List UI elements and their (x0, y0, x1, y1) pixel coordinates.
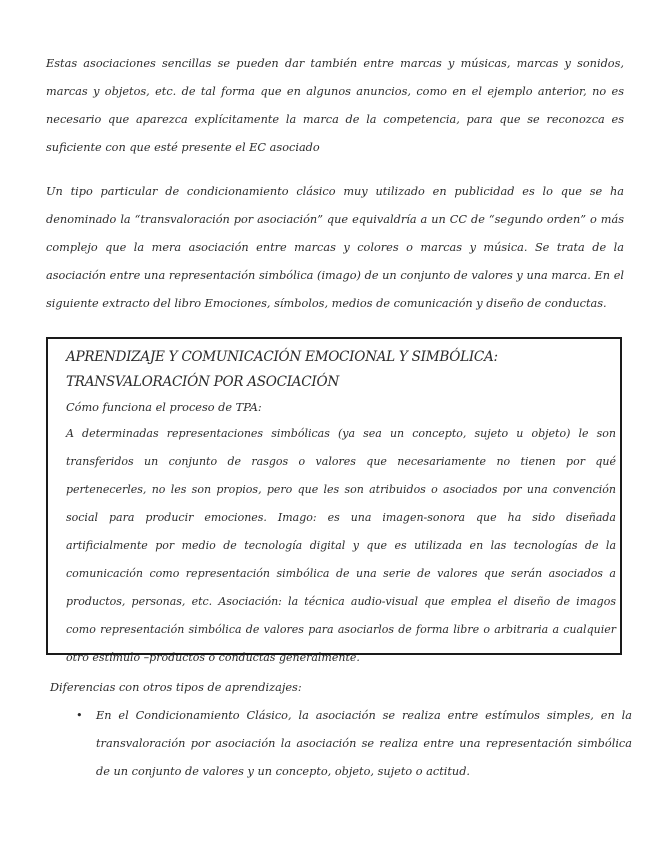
transvaloracion-paragraph: Un tipo particular de condicionamiento clásico muy utilizado en publicidad es lo que se ha denominado la “transvaloración por asociación” que equivaldría a un CC de “segundo orden” o más complejo que la mera asociación entre marcas y colores o marcas y música. Se trata de la asociación entre una representación simbólica (imago) de un conjunto de valores y una marca. En el siguiente extracto del libro Emociones, símbolos, medios de comunicación y diseño de conductas. (46, 185, 624, 310)
differences-heading: Diferencias con otros tipos de aprendizajes: (50, 681, 302, 694)
tpa-framed-extract (46, 337, 622, 664)
list-item-text: En el Condicionamiento Clásico, la asociación se realiza entre estímulos simples, en la transvaloración por asociación la asociación se realiza entre una representación simbólica de un conjunto de valores y un concepto, objeto, sujeto o actitud. (96, 709, 632, 778)
box-subtitle: Cómo funciona el proceso de TPA: (66, 401, 262, 414)
list-item (76, 702, 632, 786)
differences-list (76, 702, 632, 786)
intro-paragraph: Estas asociaciones sencillas se pueden dar también entre marcas y músicas, marcas y sonidos, marcas y objetos, etc. de tal forma que en algunos anuncios, como en el ejemplo anterior, no es necesario que aparezca explícitamente la marca de la competencia, para que se reconozca es suficiente con que esté presente el EC asociado (46, 57, 624, 154)
box-body: A determinadas representaciones simbólicas (ya sea un concepto, sujeto u objeto) le son transferidos un conjunto de rasgos o valores que necesariamente no tienen por qué pertenecerles, no les son propios, pero que les son atribuidos o asociados por una convención social para producir emociones. Imago: es una imagen-sonora que ha sido diseñada artificialmente por medio de tecnología digital y que es utilizada en las tecnologías de la comunicación como representación simbólica de una serie de valores que serán asociados a productos, personas, etc. Asociación: la técnica audio-visual que emplea el diseño de imagos como representación simbólica de valores para asociarlos de forma libre o arbitraria a cualquier otro estímulo –productos o conductas generalmente. (66, 427, 616, 664)
bullet-icon: • (76, 709, 83, 722)
box-title: APRENDIZAJE Y COMUNICACIÓN EMOCIONAL Y SIMBÓLICA: TRANSVALORACIÓN POR ASOCIACIÓN (66, 349, 498, 390)
